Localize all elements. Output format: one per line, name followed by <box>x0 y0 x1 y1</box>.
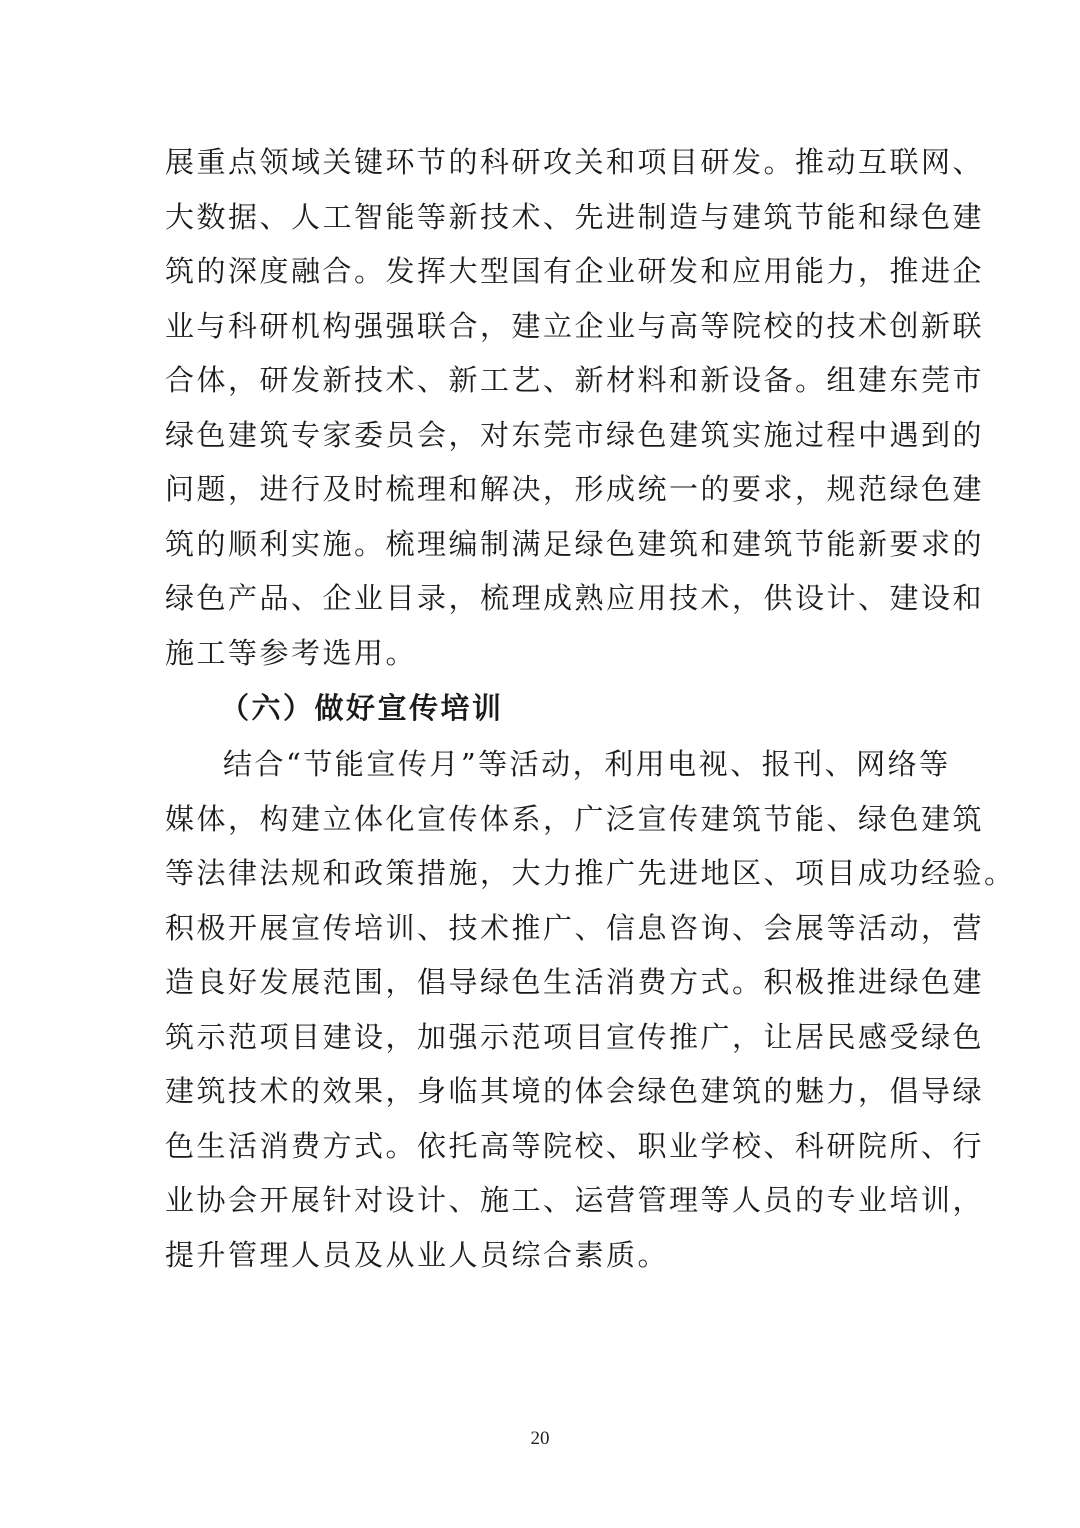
paragraph-line: 业协会开展针对设计、施工、运营管理等人员的专业培训， <box>165 1183 985 1217</box>
paragraph-line: 筑示范项目建设，加强示范项目宣传推广，让居民感受绿色 <box>165 1019 985 1054</box>
body-paragraph-1 <box>165 135 985 680</box>
paragraph-line: 绿色产品、企业目录，梳理成熟应用技术，供设计、建设和 <box>165 581 985 615</box>
paragraph-line: 等法律法规和政策措施，大力推广先进地区、项目成功经验。 <box>165 856 1016 890</box>
paragraph-line: 造良好发展范围，倡导绿色生活消费方式。积极推进绿色建 <box>165 965 985 999</box>
page-number: 20 <box>530 1428 550 1449</box>
paragraph-line: 提升管理人员及从业人员综合素质。 <box>165 1237 670 1272</box>
paragraph-line: 积极开展宣传培训、技术推广、信息咨询、会展等活动，营 <box>165 910 985 945</box>
section-heading: （六）做好宣传培训 <box>220 691 504 725</box>
paragraph-line: 筑的深度融合。发挥大型国有企业研发和应用能力，推进企 <box>165 254 985 288</box>
paragraph-line: 媒体，构建立体化宣传体系，广泛宣传建筑节能、绿色建筑 <box>165 801 985 836</box>
paragraph-line: 业与科研机构强强联合，建立企业与高等院校的技术创新联 <box>165 308 985 343</box>
body-paragraph-2 <box>165 737 1016 1282</box>
paragraph-line: 建筑技术的效果，身临其境的体会绿色建筑的魅力，倡导绿 <box>165 1074 985 1108</box>
paragraph-line: 大数据、人工智能等新技术、先进制造与建筑节能和绿色建 <box>165 199 985 234</box>
paragraph-line: 绿色建筑专家委员会，对东莞市绿色建筑实施过程中遇到的 <box>165 417 985 452</box>
paragraph-line: 色生活消费方式。依托高等院校、职业学校、科研院所、行 <box>165 1128 985 1163</box>
paragraph-line: 合体，研发新技术、新工艺、新材料和新设备。组建东莞市 <box>165 363 985 397</box>
paragraph-line: 筑的顺利实施。梳理编制满足绿色建筑和建筑节能新要求的 <box>165 526 985 561</box>
paragraph-line: 施工等参考选用。 <box>165 635 418 670</box>
paragraph-line: 问题，进行及时梳理和解决，形成统一的要求，规范绿色建 <box>165 472 985 506</box>
paragraph-line: 展重点领域关键环节的科研攻关和项目研发。推动互联网、 <box>165 145 985 179</box>
paragraph-line: 结合“节能宣传月”等活动，利用电视、报刊、网络等 <box>223 747 951 781</box>
